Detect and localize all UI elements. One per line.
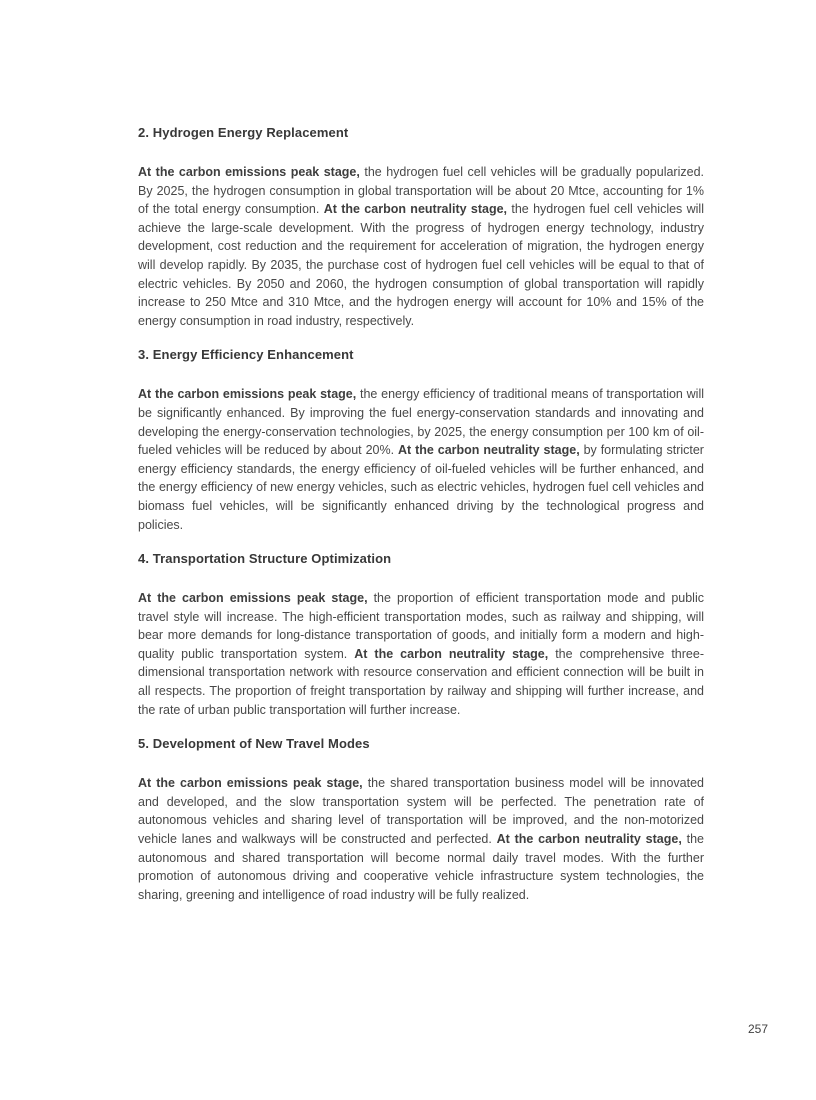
section-development-of-new-travel-modes xyxy=(138,737,704,904)
text-run: by formulating stricter energy efficiency standards, the energy efficiency of oil-fueled vehicles will be further enhanced, and the energy efficiency of new energy vehicles, such as electric vehicles, hydrogen fuel cell vehicles and biomass fuel vehicles, will be significantly enhanced driving by the technological progress and policies. xyxy=(138,443,704,532)
paragraph xyxy=(138,774,704,904)
section-heading: 5. Development of New Travel Modes xyxy=(138,736,370,752)
bold-phrase: At the carbon emissions peak stage, xyxy=(138,165,360,179)
bold-phrase: At the carbon emissions peak stage, xyxy=(138,591,368,606)
bold-phrase: At the carbon neutrality stage, xyxy=(496,832,682,847)
section-energy-efficiency-enhancement xyxy=(138,348,704,534)
text-run: the autonomous and shared transportation will become normal daily travel modes. With the further promotion of autonomous driving and cooperative vehicle infrastructure system technologies, the sharing, greening and intelligence of road industry will be fully realized. xyxy=(138,832,704,902)
text-column xyxy=(138,126,704,922)
text-run: the hydrogen fuel cell vehicles will achieve the large-scale development. With the progress of hydrogen energy technology, industry development, cost reduction and the requirement for acceleration of migration, the hydrogen energy will develop rapidly. By 2035, the purchase cost of hydrogen fuel cell vehicles will be equal to that of electric vehicles. By 2050 and 2060, the hydrogen consumption of global transportation will rapidly increase to 250 Mtce and 310 Mtce, and the hydrogen energy will account for 10% and 15% of the energy consumption in road industry, respectively. xyxy=(138,202,704,328)
text-run: the shared transportation business model will be innovated and developed, and the slow transportation system will be perfected. The penetration rate of autonomous vehicles and sharing level of transportation will be improved, and the non-motorized vehicle lanes and walkways will be constructed and perfected. xyxy=(138,776,704,847)
section-heading: 3. Energy Efficiency Enhancement xyxy=(138,347,354,363)
paragraph xyxy=(138,589,704,719)
page-number: 257 xyxy=(747,1022,768,1036)
text-run: the proportion of efficient transportation mode and public travel style will increase. The high-efficient transportation modes, such as railway and shipping, will bear more demands for long-distance transportation of goods, and initially form a modern and high-quality public transportation system. xyxy=(138,591,704,661)
section-transportation-structure-optimization xyxy=(138,552,704,719)
bold-phrase: At the carbon emissions peak stage, xyxy=(138,776,363,791)
section-heading: 4. Transportation Structure Optimization xyxy=(138,551,392,567)
section-hydrogen-energy-replacement xyxy=(138,126,704,330)
section-heading: 2. Hydrogen Energy Replacement xyxy=(138,125,349,140)
paragraph xyxy=(138,163,704,330)
paragraph xyxy=(138,385,704,534)
bold-phrase: At the carbon neutrality stage, xyxy=(323,202,508,217)
bold-phrase: At the carbon neutrality stage, xyxy=(397,443,580,458)
text-run: the energy efficiency of traditional means of transportation will be significantly enhanced. By improving the fuel energy-conservation standards and innovating and developing the energy-conservation technologies, by 2025, the energy consumption per 100 km of oil-fueled vehicles will be reduced by about 20%. xyxy=(138,387,704,458)
bold-phrase: At the carbon emissions peak stage, xyxy=(138,387,357,402)
text-run: the comprehensive three-dimensional transportation network with resource conservation and efficient connection will be built in all respects. The proportion of freight transportation by railway and shipping will further increase, and the rate of urban public transportation will further increase. xyxy=(138,646,704,717)
bold-phrase: At the carbon neutrality stage, xyxy=(354,646,549,661)
text-run: the hydrogen fuel cell vehicles will be gradually popularized. By 2025, the hydrogen consumption in global transportation will be about 20 Mtce, accounting for 1% of the total energy consumption. xyxy=(138,165,704,217)
